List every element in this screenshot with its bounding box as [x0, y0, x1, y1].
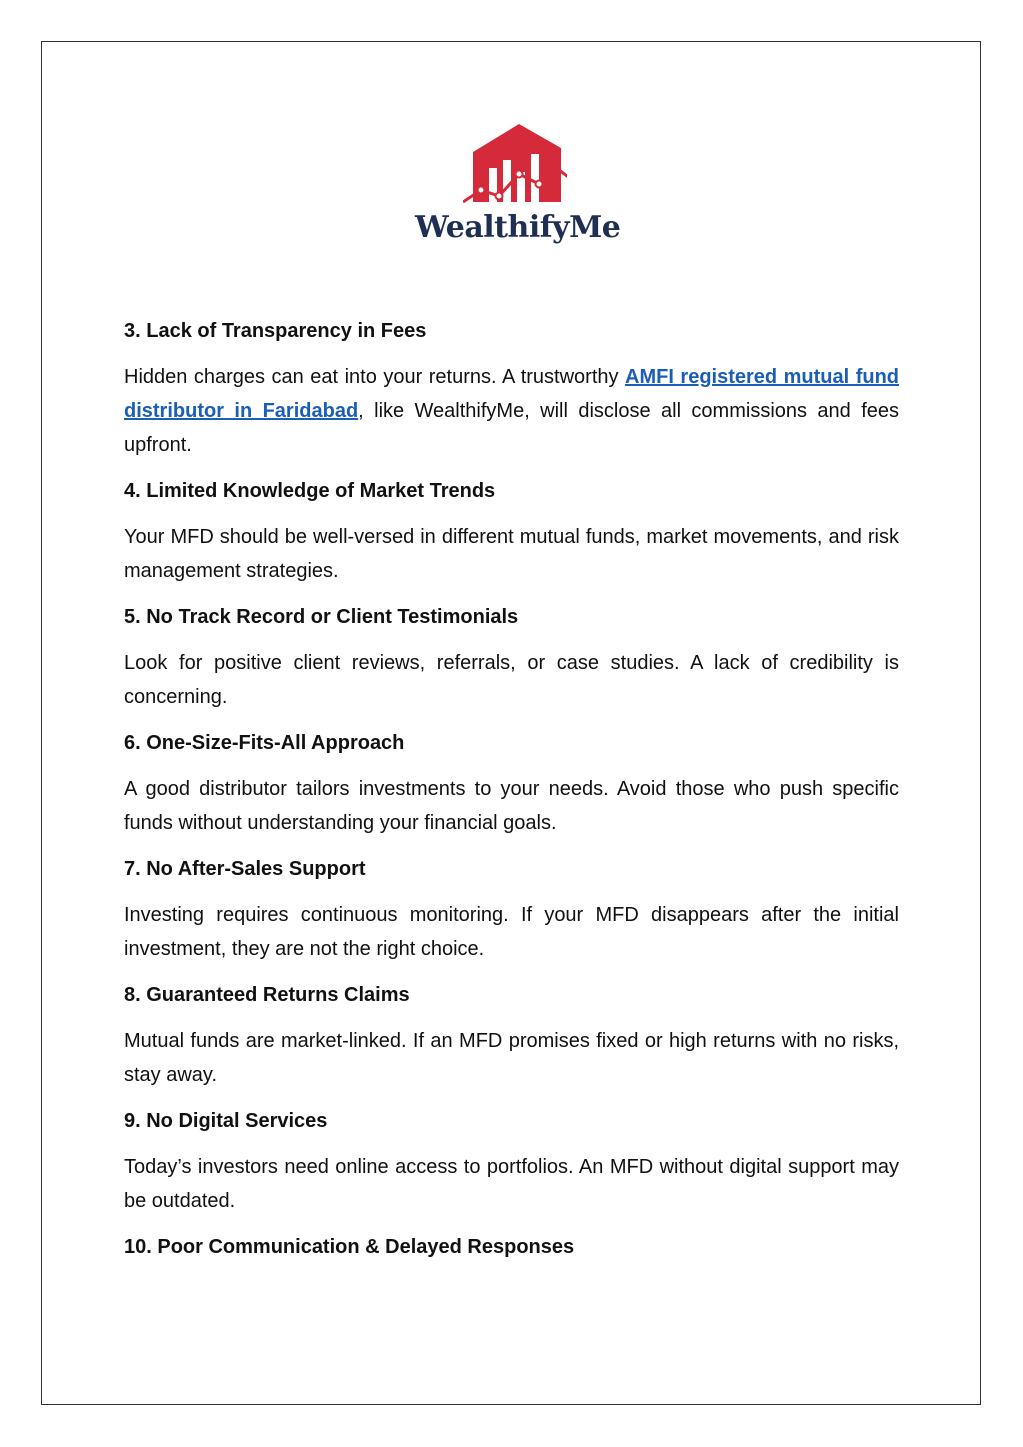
section-body: Mutual funds are market-linked. If an MFD promises fixed or high returns with no risks, stay away.: [124, 1030, 899, 1086]
section-heading: 9. No Digital Services: [124, 1110, 328, 1132]
section-heading: 3. Lack of Transparency in Fees: [124, 320, 427, 342]
body-text: Hidden charges can eat into your returns. A trustworthy: [124, 366, 626, 388]
section-heading: 6. One-Size-Fits-All Approach: [124, 732, 405, 754]
section-body: Today’s investors need online access to portfolios. An MFD without digital support may be outdated.: [124, 1156, 899, 1212]
body-text: , like WealthifyMe, will disclose all commissions and fees upfront.: [124, 400, 899, 456]
section-body: Look for positive client reviews, referrals, or case studies. A lack of credibility is concerning.: [124, 652, 899, 708]
section-body: Your MFD should be well-versed in different mutual funds, market movements, and risk management strategies.: [124, 526, 899, 582]
article-content: [124, 316, 899, 1276]
wealthifyme-logo: [415, 122, 621, 254]
section-body: A good distributor tailors investments to your needs. Avoid those who push specific funds without understanding your financial goals.: [124, 778, 899, 834]
section-heading: 8. Guaranteed Returns Claims: [124, 984, 410, 1006]
logo-wordmark: WealthifyMe: [415, 210, 621, 245]
section-body: [124, 360, 899, 462]
section-body: Investing requires continuous monitoring. If your MFD disappears after the initial investment, they are not the right choice.: [124, 904, 899, 960]
section-heading: 5. No Track Record or Client Testimonials: [124, 606, 519, 628]
section-heading: 4. Limited Knowledge of Market Trends: [124, 480, 496, 502]
section-heading: 10. Poor Communication & Delayed Responses: [124, 1236, 575, 1258]
logo-chart-icon: [463, 122, 567, 208]
amfi-distributor-link[interactable]: AMFI registered mutual fund distributor in Faridabad: [124, 366, 900, 422]
section-heading: 7. No After-Sales Support: [124, 858, 366, 880]
